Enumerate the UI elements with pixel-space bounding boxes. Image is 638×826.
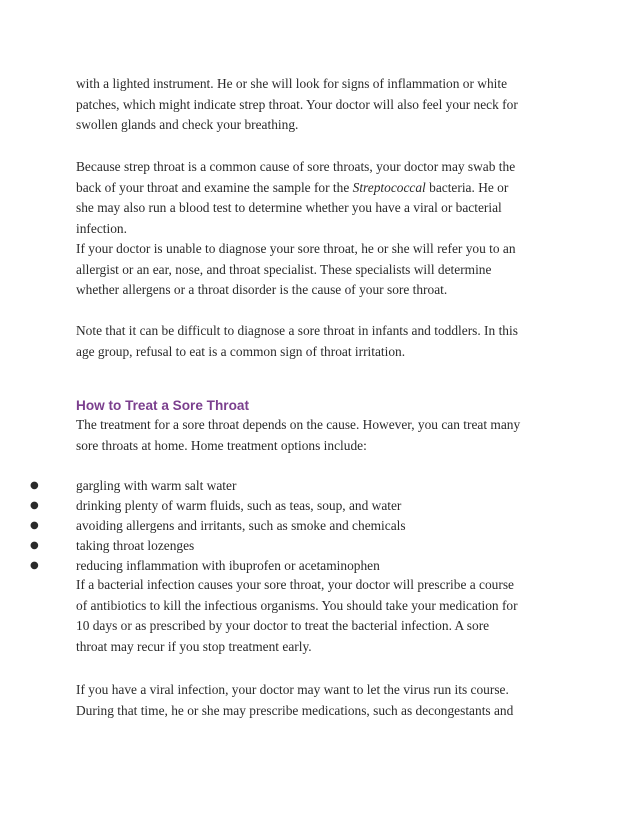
text-line: whether allergens or a throat disorder is the cause of your sore throat. [76, 282, 448, 297]
text-line [76, 178, 576, 199]
list-item [0, 476, 600, 496]
text-line: with a lighted instrument. He or she will look for signs of inflammation or white [76, 76, 508, 91]
text-line: sore throats at home. Home treatment options include: [76, 437, 367, 453]
bullet-icon: ● [30, 480, 39, 491]
list-item-text: avoiding allergens and irritants, such as smoke and chemicals [76, 518, 406, 533]
text-line: Because strep throat is a common cause of sore throats, your doctor may swab the [76, 159, 516, 174]
section-heading: How to Treat a Sore Throat [76, 398, 249, 413]
text-line: swollen glands and check your breathing. [76, 117, 299, 132]
paragraph-treatment-intro [76, 415, 576, 456]
list-item-text: gargling with warm salt water [76, 478, 237, 493]
text-line: patches, which might indicate strep throat. Your doctor will also feel your neck for [76, 96, 518, 112]
text-line: If a bacterial infection causes your sore throat, your doctor will prescribe a course [76, 577, 514, 592]
text-line: The treatment for a sore throat depends on the cause. However, you can treat many [76, 417, 521, 432]
list-item [0, 536, 600, 556]
text-line: If you have a viral infection, your doctor may want to let the virus run its course. [76, 682, 509, 697]
text-line: If your doctor is unable to diagnose your sore throat, he or she will refer you to an [76, 241, 516, 256]
text-line: throat may recur if you stop treatment early. [76, 638, 312, 654]
paragraph-antibiotics [76, 575, 576, 657]
list-item-text: reducing inflammation with ibuprofen or acetaminophen [76, 558, 380, 573]
list-item [0, 516, 600, 536]
text-span: back of your throat and examine the sample for the [76, 179, 353, 195]
paragraph-specialist [76, 239, 576, 301]
list-item-text: drinking plenty of warm fluids, such as teas, soup, and water [76, 498, 402, 513]
bullet-icon: ● [30, 560, 39, 571]
bullet-icon: ● [30, 500, 39, 511]
list-item-text: taking throat lozenges [76, 538, 195, 553]
text-line: 10 days or as prescribed by your doctor to treat the bacterial infection. A sore [76, 618, 490, 633]
bullet-icon: ● [30, 520, 39, 531]
paragraph-viral [76, 680, 576, 721]
bullet-icon: ● [30, 540, 39, 551]
paragraph-infants [76, 321, 576, 362]
paragraph-strep-swab [76, 157, 576, 239]
text-span: bacteria. He or [425, 179, 509, 195]
paragraph-exam [76, 74, 576, 136]
list-item [0, 556, 600, 576]
text-line: Note that it can be difficult to diagnose a sore throat in infants and toddlers. In this [76, 323, 518, 338]
text-line: allergist or an ear, nose, and throat specialist. These specialists will determine [76, 261, 492, 277]
text-line: of antibiotics to kill the infectious organisms. You should take your medication for [76, 597, 518, 613]
list-item [0, 496, 600, 516]
italic-term: Streptococcal [352, 179, 426, 195]
text-line: infection. [76, 220, 127, 236]
text-line: During that time, he or she may prescribe medications, such as decongestants and [76, 702, 514, 718]
treatment-list [0, 476, 600, 576]
text-line: she may also run a blood test to determine whether you have a viral or bacterial [76, 200, 502, 215]
text-line: age group, refusal to eat is a common sign of throat irritation. [76, 343, 406, 359]
